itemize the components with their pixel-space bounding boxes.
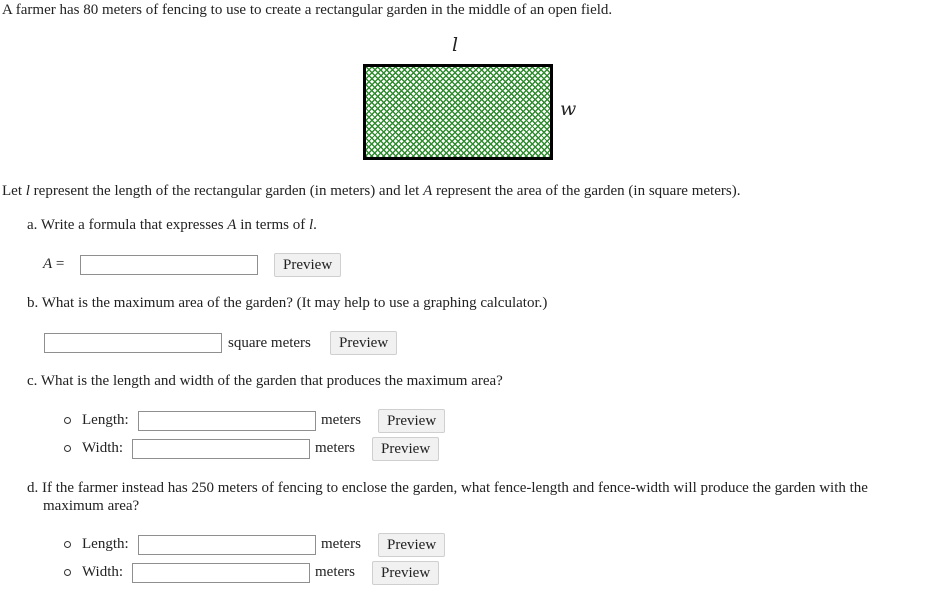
formula-input[interactable] xyxy=(80,255,258,275)
length-label-d: Length: xyxy=(82,536,129,552)
question-a-var-l: l xyxy=(308,217,314,233)
problem-intro: A farmer has 80 meters of fencing to use to create a rectangular garden in the middle of an open field. xyxy=(2,2,613,18)
diagram-length-label: l xyxy=(452,34,459,56)
preview-button-d-length[interactable]: Preview xyxy=(378,533,445,557)
unit-meters-width-d: meters xyxy=(315,564,355,580)
bullet-icon xyxy=(64,569,71,576)
variable-definition xyxy=(2,183,740,200)
question-a-var-A: A xyxy=(227,217,237,233)
diagram-width-label: w xyxy=(560,98,577,120)
question-a-text-2: in terms of xyxy=(236,217,309,233)
width-input-c[interactable] xyxy=(132,439,310,459)
length-input-d[interactable] xyxy=(138,535,316,555)
unit-meters-length-c: meters xyxy=(321,412,361,428)
definition-text-3: represent the area of the garden (in square meters). xyxy=(432,183,741,199)
length-label-c: Length: xyxy=(82,412,129,428)
equals-sign: = xyxy=(55,256,65,272)
question-a-text-3: . xyxy=(313,217,317,233)
unit-meters-width-c: meters xyxy=(315,440,355,456)
question-c: c. What is the length and width of the garden that produces the maximum area? xyxy=(27,373,503,389)
max-area-input[interactable] xyxy=(44,333,222,353)
preview-button-b[interactable]: Preview xyxy=(330,331,397,355)
preview-button-c-length[interactable]: Preview xyxy=(378,409,445,433)
bullet-icon xyxy=(64,445,71,452)
preview-button-d-width[interactable]: Preview xyxy=(372,561,439,585)
question-d-line2: maximum area? xyxy=(43,498,140,514)
question-a xyxy=(27,217,317,234)
preview-button-c-width[interactable]: Preview xyxy=(372,437,439,461)
question-d-line1: d. If the farmer instead has 250 meters of fencing to enclose the garden, what fence-length and fence-width will produce the garden with the xyxy=(27,480,868,496)
definition-var-A: A xyxy=(423,183,433,199)
preview-button-a[interactable]: Preview xyxy=(274,253,341,277)
unit-meters-length-d: meters xyxy=(321,536,361,552)
definition-text-2: represent the length of the rectangular garden (in meters) and let xyxy=(29,183,424,199)
bullet-icon xyxy=(64,417,71,424)
unit-square-meters: square meters xyxy=(228,335,311,351)
garden-rectangle-diagram xyxy=(363,64,553,160)
question-b: b. What is the maximum area of the garden? (It may help to use a graphing calculator.) xyxy=(27,295,548,311)
width-label-d: Width: xyxy=(82,564,124,580)
length-input-c[interactable] xyxy=(138,411,316,431)
answer-a-label xyxy=(43,256,64,273)
answer-a-var: A xyxy=(43,256,53,272)
question-a-text-1: a. Write a formula that expresses xyxy=(27,217,228,233)
bullet-icon xyxy=(64,541,71,548)
definition-var-l: l xyxy=(25,183,30,199)
definition-text-1: Let xyxy=(2,183,26,199)
width-label-c: Width: xyxy=(82,440,124,456)
width-input-d[interactable] xyxy=(132,563,310,583)
